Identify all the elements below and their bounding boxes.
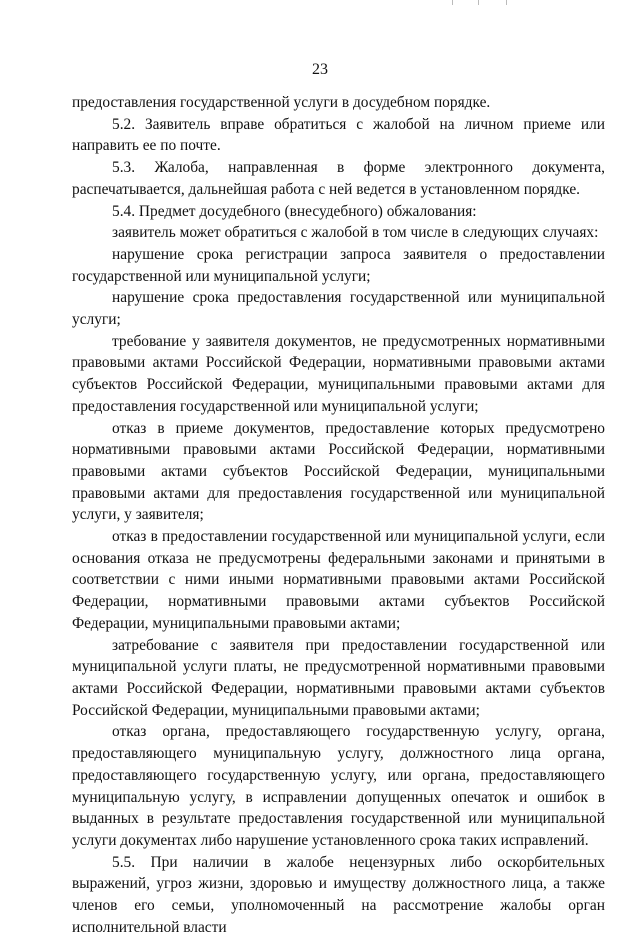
paragraph-case-registration: нарушение срока регистрации запроса заявителя о предоставлении государственной или муниципальной услуги; [72, 245, 605, 285]
paragraph-case-refusal-service: отказ в предоставлении государственной или муниципальной услуги, если основания отказа не предусмотрены федеральными законами и принятыми в соответствии с ними иными нормативными правовыми актами Российской Федерации, нормативными правовыми актами субъектов Российской Федерации, муниципальными правовыми актами; [72, 528, 605, 632]
paragraph-5-4: 5.4. Предмет досудебного (внесудебного) обжалования: [112, 202, 477, 220]
paragraph-case-documents: требование у заявителя документов, не предусмотренных нормативными правовыми актами Российской Федерации, нормативными правовыми актами субъектов Российской Федерации, муниципальными правовыми актами для предоставления государственной или муниципальной услуги; [72, 332, 605, 415]
scan-edge-marks [0, 0, 640, 6]
paragraph-continuation: предоставления государственной услуги в досудебном порядке. [72, 94, 491, 111]
page-number: 23 [312, 61, 328, 78]
paragraph-5-3: 5.3. Жалоба, направленная в форме электронного документа, распечатывается, дальнейшая работа с ней ведется в установленном порядке. [72, 159, 605, 198]
paragraph-5-5: 5.5. При наличии в жалобе нецензурных либо оскорбительных выражений, угроз жизни, здоровью и имуществу должностного лица, а также членов его семьи, уполномоченный на рассмотрение жалобы орган исполнительной власти [72, 853, 605, 936]
paragraph-case-corrections: отказ органа, предоставляющего государственную услугу, органа, предоставляющего муниципальную услугу, должностного лица органа, предоставляющего государственную услугу, или органа, предоставляющего муниципальную услугу, в исправлении допущенных опечаток и ошибок в выданных в результате предоставления государственной или муниципальной услуги документах либо нарушение установленного срока таких исправлений. [72, 723, 605, 849]
paragraph-case-fee: затребование с заявителя при предоставлении государственной или муниципальной услуги платы, не предусмотренной нормативными правовыми актами Российской Федерации, нормативными правовыми актами субъектов Российской Федерации, муниципальными правовыми актами; [72, 636, 605, 719]
paragraph-case-term: нарушение срока предоставления государственной или муниципальной услуги; [72, 289, 605, 329]
paragraph-cases-intro: заявитель может обратиться с жалобой в том числе в следующих случаях: [112, 224, 599, 242]
document-body [72, 92, 605, 938]
paragraph-5-2: 5.2. Заявитель вправе обратиться с жалобой на личном приеме или направить ее по почте. [72, 115, 605, 155]
paragraph-case-refusal-acceptance: отказ в приеме документов, предоставление которых предусмотрено нормативными правовыми актами Российской Федерации, нормативными правовыми актами субъектов Российской Федерации, муниципальными правовыми актами для предоставления государственной или муниципальной услуги, у заявителя; [72, 419, 605, 524]
